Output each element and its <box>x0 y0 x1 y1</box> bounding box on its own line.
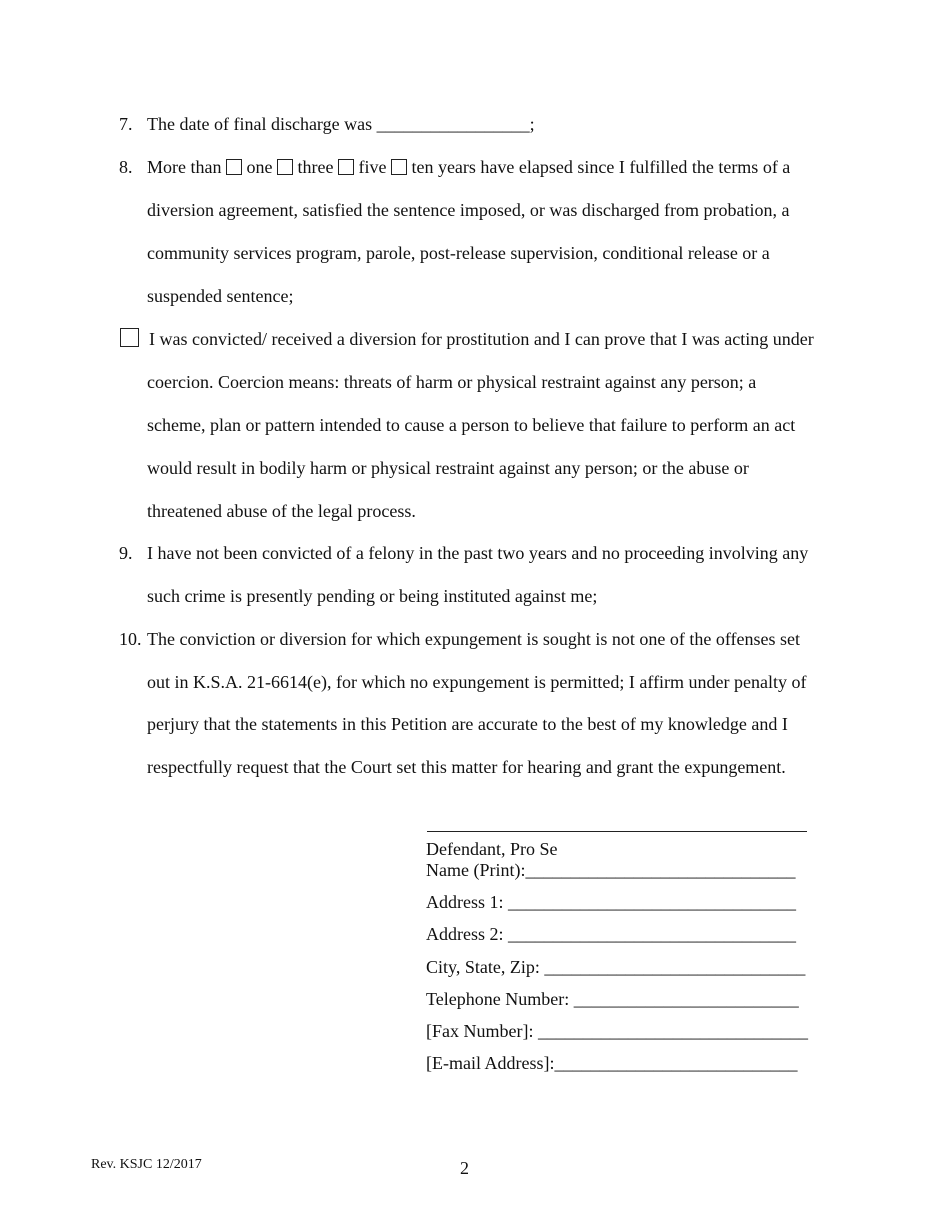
revision-label: Rev. KSJC 12/2017 <box>91 1157 202 1172</box>
coercion-checkbox[interactable] <box>120 328 139 347</box>
item-7-number: 7. <box>119 114 133 134</box>
item-8-prefix: More than <box>147 157 222 177</box>
item-10-number: 10. <box>119 629 142 649</box>
signature-role: Defendant, Pro Se <box>426 839 558 859</box>
item-10-line-1: The conviction or diversion for which expungement is sought is not one of the offenses set <box>147 629 801 649</box>
item-10-line-4: respectfully request that the Court set this matter for hearing and grant the expungement. <box>147 757 786 777</box>
address-1-field[interactable]: Address 1: ________________________________ <box>426 892 796 912</box>
item-8-line-3: community services program, parole, post-release supervision, conditional release or a <box>147 243 770 263</box>
email-field[interactable]: [E-mail Address]:___________________________ <box>426 1053 798 1073</box>
item-8-number: 8. <box>119 157 133 177</box>
coercion-line-3: scheme, plan or pattern intended to cause a person to believe that failure to perform an act <box>147 415 796 435</box>
item-9-line-1: I have not been convicted of a felony in the past two years and no proceeding involving any <box>147 543 809 563</box>
item-8-line-2: diversion agreement, satisfied the sentence imposed, or was discharged from probation, a <box>147 200 790 220</box>
option-three-label: three <box>297 157 334 177</box>
option-five-label: five <box>358 157 387 177</box>
item-10-line-3: perjury that the statements in this Petition are accurate to the best of my knowledge and I <box>147 714 788 734</box>
coercion-line-5: threatened abuse of the legal process. <box>147 501 416 521</box>
city-state-zip-field[interactable]: City, State, Zip: _____________________________ <box>426 957 806 977</box>
coercion-line-2: coercion. Coercion means: threats of harm or physical restraint against any person; a <box>147 372 757 392</box>
name-print-field[interactable]: Name (Print):______________________________ <box>426 860 796 880</box>
item-10-line-2: out in K.S.A. 21-6614(e), for which no expungement is permitted; I affirm under penalty of <box>147 672 807 692</box>
coercion-line-4: would result in bodily harm or physical restraint against any person; or the abuse or <box>147 458 749 478</box>
item-8-line-4: suspended sentence; <box>147 286 294 306</box>
option-one-label: one <box>246 157 273 177</box>
fax-field[interactable]: [Fax Number]: ______________________________ <box>426 1021 808 1041</box>
telephone-field[interactable]: Telephone Number: _________________________ <box>426 989 799 1009</box>
option-ten-label: ten years have elapsed since I fulfilled the terms of a <box>411 157 791 177</box>
item-9-number: 9. <box>119 543 133 563</box>
item-9-line-2: such crime is presently pending or being instituted against me; <box>147 586 598 606</box>
page-number: 2 <box>460 1158 469 1178</box>
checkbox-one[interactable] <box>226 159 242 175</box>
checkbox-ten[interactable] <box>391 159 407 175</box>
checkbox-five[interactable] <box>338 159 354 175</box>
address-2-field[interactable]: Address 2: ________________________________ <box>426 924 796 944</box>
signature-line[interactable] <box>427 831 807 832</box>
checkbox-three[interactable] <box>277 159 293 175</box>
coercion-line-1: I was convicted/ received a diversion for prostitution and I can prove that I was acting under <box>149 329 814 349</box>
item-8-first-line <box>147 156 790 178</box>
item-7-text: The date of final discharge was _________________; <box>147 114 535 134</box>
